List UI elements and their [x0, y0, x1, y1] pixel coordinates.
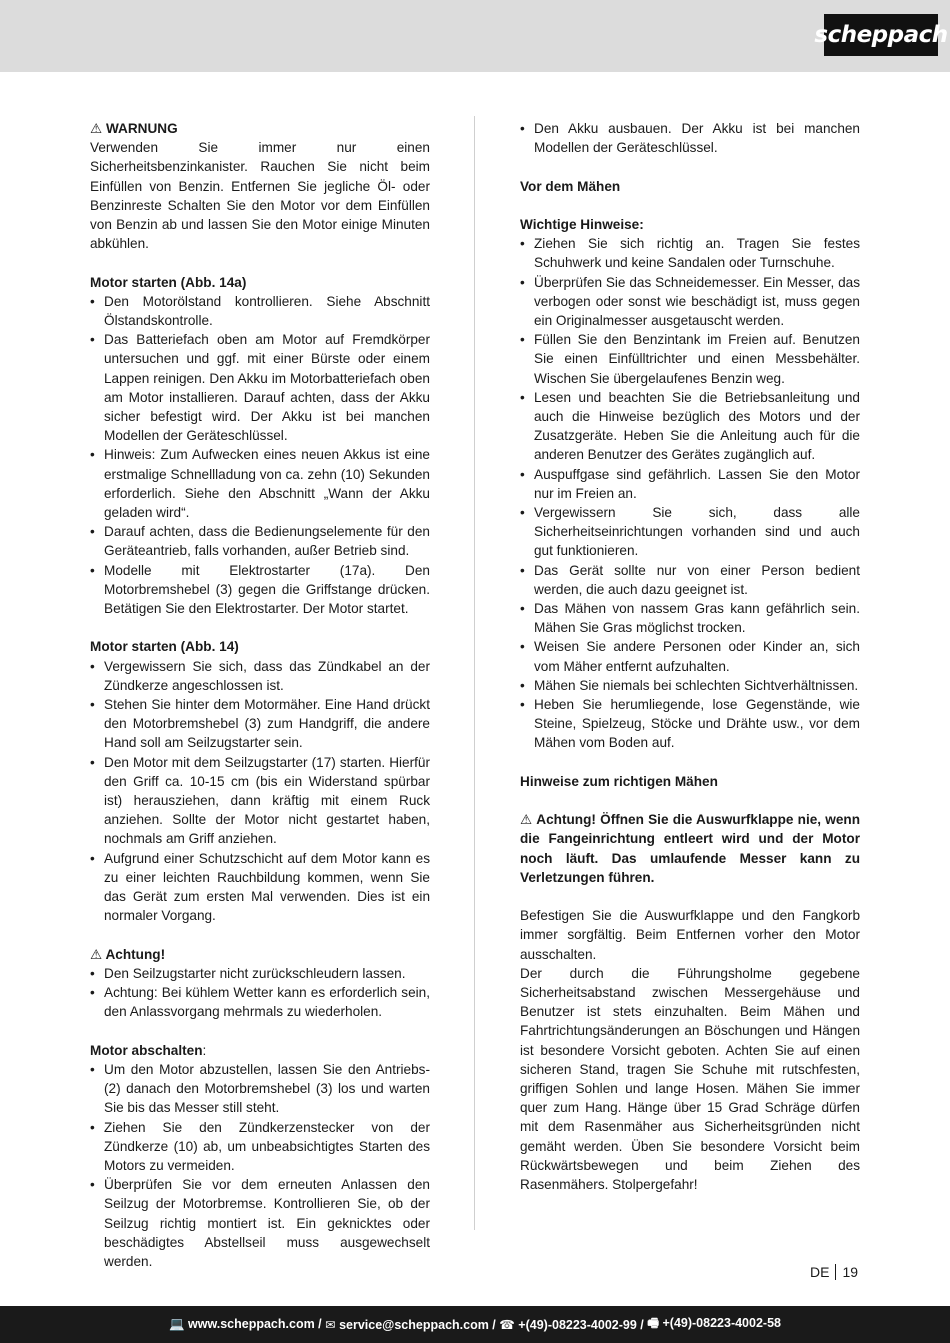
- list-item: • Überprüfen Sie vor dem erneuten Anlassen den Seilzug der Motorbremse. Kontrollieren Sie, ob der Seilzug richtig montiert ist. Ein geknicktes oder beschädigtes Abstellseil muss ausgewechselt werden.: [90, 1177, 430, 1269]
- list-item: • Weisen Sie andere Personen oder Kinder an, sich vom Mäher entfernt aufzuhalten.: [520, 639, 860, 674]
- mowing-warning: ⚠ Achtung! Öffnen Sie die Auswurfklappe nie, wenn die Fangeinrichtung entleert wird und der Motor noch läuft. Das umlaufende Messer kann zu Verletzungen führen.: [520, 812, 860, 885]
- footer-email[interactable]: ✉ service@scheppach.com /: [325, 1318, 500, 1332]
- left-column: [90, 119, 430, 1271]
- start-14-list: [90, 657, 430, 926]
- start-14a-list: [90, 292, 430, 618]
- list-item: • Hinweis: Zum Aufwecken eines neuen Akkus ist eine erstmalige Schnellladung von ca. zehn (10) Sekunden erforderlich. Siehe den Abschnitt „Wann der Akku geladen wird“.: [90, 447, 430, 521]
- start-14-title: Motor starten (Abb. 14): [90, 639, 239, 655]
- important-notes-title: Wichtige Hinweise:: [520, 216, 644, 232]
- header-band: [0, 0, 950, 72]
- footer-contact-bar: [0, 1306, 950, 1343]
- attention-title: ⚠ Achtung!: [90, 946, 166, 962]
- list-item: • Ziehen Sie sich richtig an. Tragen Sie festes Schuhwerk und keine Sandalen oder Turnschuhe.: [520, 236, 860, 271]
- footer-website[interactable]: 💻 www.scheppach.com /: [169, 1317, 326, 1331]
- list-item: • Heben Sie herumliegende, lose Gegenstände, wie Steine, Spielzeug, Stöcke und Drähte usw., vor dem Mähen vom Boden auf.: [520, 697, 860, 751]
- list-item: • Aufgrund einer Schutzschicht auf dem Motor kann es zu einer leichten Rauchbildung kommen, wenn Sie das Gerät zum ersten Mal verwenden. Dies ist ein normaler Vorgang.: [90, 850, 430, 924]
- list-item: • Um den Motor abzustellen, lassen Sie den Antriebs- (2) danach den Motorbremshebel (3) los und warten Sie bis das Messer still steht.: [90, 1061, 430, 1116]
- before-mowing-title: Vor dem Mähen: [520, 178, 621, 194]
- list-item: • Modelle mit Elektrostarter (17a). Den Motorbremshebel (3) gegen die Griffstange drücken. Betätigen Sie den Elektrostarter. Der Motor startet.: [90, 562, 430, 617]
- attention-list: [90, 964, 430, 1022]
- list-item: • Auspuffgase sind gefährlich. Lassen Sie den Motor nur im Freien an.: [520, 466, 860, 501]
- list-item: • Vergewissern Sie sich, dass alle Sicherheitseinrichtungen vorhanden sind und auch gut funktionieren.: [520, 505, 860, 559]
- list-item: • Den Motorölstand kontrollieren. Siehe Abschnitt Ölstandskontrolle.: [90, 293, 430, 329]
- stop-list: [90, 1060, 430, 1271]
- list-item: • Füllen Sie den Benzintank im Freien auf. Benutzen Sie einen Einfülltrichter und einen Messbehälter. Wischen Sie übergelaufenes Benzin weg.: [520, 332, 860, 386]
- list-item: • Mähen Sie niemals bei schlechten Sichtverhältnissen.: [520, 677, 859, 693]
- column-divider: [474, 116, 475, 1230]
- list-item: • Das Gerät sollte nur von einer Person bedient werden, die auch dazu geeignet ist.: [520, 562, 860, 597]
- list-item: • Darauf achten, dass die Bedienungselemente für den Geräteantrieb, falls vorhanden, außer Betrieb sind.: [90, 524, 430, 559]
- right-column: [520, 119, 860, 1194]
- list-item: • Das Mähen von nassem Gras kann gefährlich sein. Mähen Sie Gras möglichst trocken.: [520, 601, 860, 636]
- mowing-paragraph-2: Der durch die Führungsholme gegebene Sicherheitsabstand zwischen Messergehäuse und Benutzer ist stets einzuhalten. Beim Mähen und Fahrtrichtungsänderungen an Böschungen und Hängen ist besondere Vorsicht geboten. Achten Sie auf einen sicheren Stand, tragen Sie Schuhe mit rutschfesten, griffigen Sohlen und lange Hosen. Mähen Sie immer quer zum Hang. Hänge über 15 Grad Schräge dürfen mit dem Rasenmäher aus Sicherheitsgründen nicht gemäht werden. Üben Sie besondere Vorsicht beim Rückwärtsbewegen und beim Ziehen des Rasenmähers. Stolpergefahr!: [520, 965, 860, 1193]
- list-item: • Den Akku ausbauen. Der Akku ist bei manchen Modellen der Geräteschlüssel.: [520, 121, 860, 156]
- list-item: • Ziehen Sie den Zündkerzenstecker von der Zündkerze (10) ab, um unbeabsichtigtes Starten des Motors zu vermeiden.: [90, 1119, 430, 1173]
- list-item: • Überprüfen Sie das Schneidemesser. Ein Messer, das verbogen oder sonst wie beschädigt ist, muss gegen ein Originalmesser ausgetauscht werden.: [520, 274, 860, 328]
- continued-list: [520, 119, 860, 157]
- list-item: • Den Motor mit dem Seilzugstarter (17) starten. Hierfür den Griff ca. 10-15 cm (bis ein Widerstand spürbar ist) herausziehen, dann kräftig mit einem Ruck anziehen. Sollte der Motor nicht gestartet haben, nochmals am Griff anziehen.: [90, 754, 430, 847]
- page-number: DE 19: [810, 1264, 859, 1280]
- list-item: • Stehen Sie hinter dem Motormäher. Eine Hand drückt den Motorbremshebel (3) zum Handgriff, die andere Hand soll am Seilzugstarter sein.: [90, 697, 430, 751]
- list-item: • Vergewissern Sie sich, dass das Zündkabel an der Zündkerze angeschlossen ist.: [90, 658, 430, 693]
- footer-fax: 🖷 +(49)-08223-4002-58: [647, 1316, 781, 1330]
- start-14a-title: Motor starten (Abb. 14a): [90, 274, 247, 290]
- mowing-paragraph-1: Befestigen Sie die Auswurfklappe und den Fangkorb immer sorgfältig. Beim Entfernen vorher den Motor ausschalten.: [520, 908, 860, 962]
- list-item: • Den Seilzugstarter nicht zurückschleudern lassen.: [90, 965, 406, 981]
- list-item: • Lesen und beachten Sie die Betriebsanleitung und auch die Hinweise bezüglich des Motors und der Zusatzgeräte. Heben Sie die Anleitung auch für die anderen Benutzer des Gerätes zugänglich auf.: [520, 389, 860, 463]
- warning-text: Verwenden Sie immer nur einen Sicherheitsbenzinkanister. Rauchen Sie nicht beim Einfüllen von Benzin. Entfernen Sie jegliche Öl- oder Benzinreste Schalten Sie den Motor vor dem Einfüllen von Benzin ab und lassen Sie den Motor einige Minuten abkühlen.: [90, 140, 430, 252]
- warning-title: ⚠ WARNUNG: [90, 121, 178, 136]
- mowing-notes-title: Hinweise zum richtigen Mähen: [520, 773, 718, 789]
- footer-phone: ☎ +(49)-08223-4002-99 /: [499, 1318, 648, 1332]
- stop-title: Motor abschalten:: [90, 1042, 207, 1058]
- scheppach-logo: scheppach: [824, 14, 938, 56]
- important-notes-list: [520, 234, 860, 752]
- list-item: • Achtung: Bei kühlem Wetter kann es erforderlich sein, den Anlassvorgang mehrmals zu wiederholen.: [90, 985, 430, 1020]
- list-item: • Das Batteriefach oben am Motor auf Fremdkörper untersuchen und ggf. mit einer Bürste oder einem Lappen reinigen. Den Akku im Motorbatteriefach oben am Motor installieren. Darauf achten, dass der Akku sicher befestigt wird. Der Akku ist bei manchen Modellen der Geräteschlüssel.: [90, 332, 430, 444]
